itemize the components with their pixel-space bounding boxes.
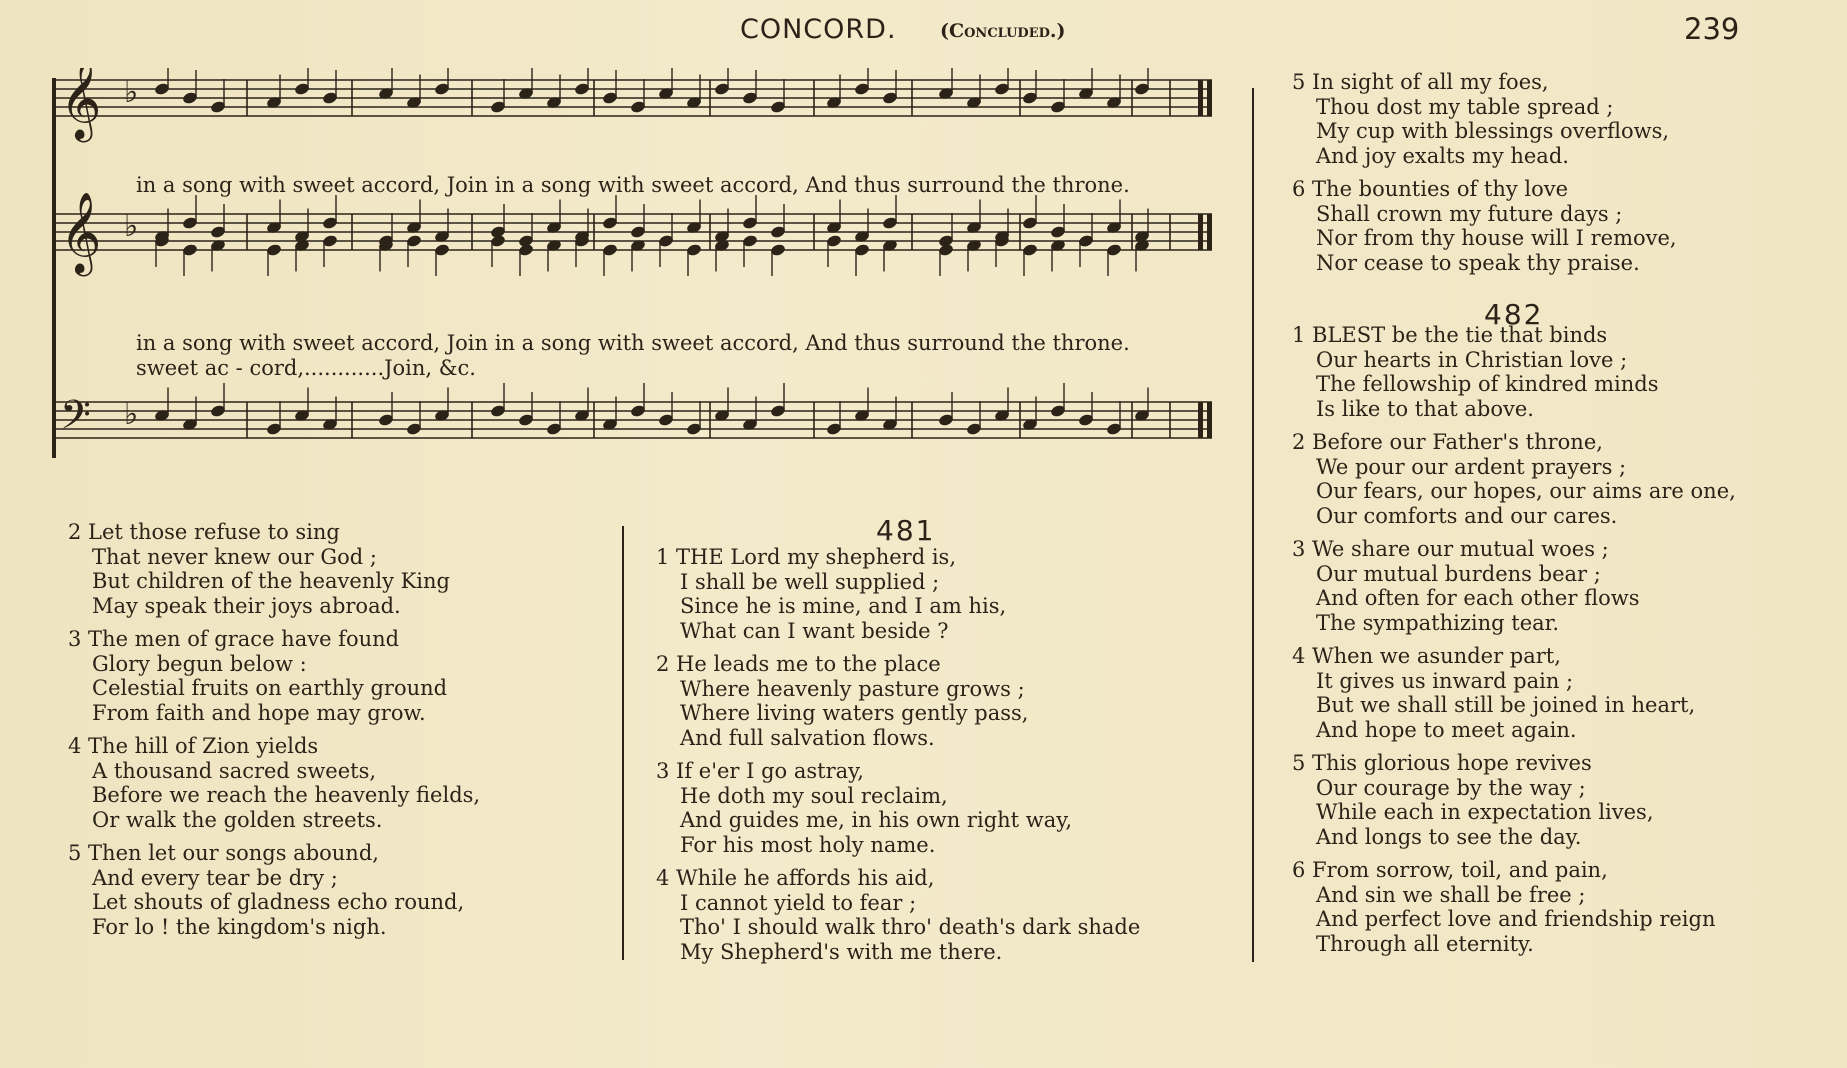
verse-line: 5 Then let our songs abound,	[68, 841, 379, 865]
verse-line: For his most holy name.	[680, 832, 936, 857]
verse-line: The sympathizing tear.	[1316, 610, 1560, 635]
stanza	[1292, 177, 1677, 275]
music-score	[52, 68, 1217, 488]
final-barline	[1207, 214, 1212, 250]
verse-line: 5 In sight of all my foes,	[1292, 70, 1549, 94]
verse-line: 5 This glorious hope revives	[1292, 751, 1592, 775]
verse-line: The fellowship of kindred minds	[1316, 372, 1659, 396]
verse-line: Shall crown my future days ;	[1316, 201, 1623, 226]
left-verses	[68, 520, 480, 948]
music-notation-graphic	[52, 68, 1217, 488]
page-subtitle: (Concluded.)	[940, 20, 1066, 42]
verse-line: A thousand sacred sweets,	[92, 758, 377, 783]
verse-line: And longs to see the day.	[1316, 824, 1582, 849]
verse-line: 2 Before our Father's throne,	[1292, 430, 1603, 454]
verse-line: 3 We share our mutual woes ;	[1292, 537, 1609, 561]
verse-line: It gives us inward pain ;	[1316, 668, 1574, 693]
final-barline	[1207, 80, 1212, 116]
verse-line: Our mutual burdens bear ;	[1316, 561, 1601, 586]
verse-line: And perfect love and friendship reign	[1316, 907, 1716, 931]
verse-line: I shall be well supplied ;	[680, 569, 940, 594]
verse-line: My cup with blessings overflows,	[1316, 119, 1670, 143]
final-barline	[1198, 402, 1203, 438]
hymn-number-481: 481	[876, 514, 936, 547]
verse-line: Celestial fruits on earthly ground	[92, 676, 448, 700]
verse-line: Is like to that above.	[1316, 396, 1534, 421]
stanza	[68, 734, 480, 832]
verse-line: May speak their joys abroad.	[92, 593, 401, 618]
verse-line: 4 While he affords his aid,	[656, 866, 935, 890]
stanza	[68, 520, 480, 618]
verse-line: Where heavenly pasture grows ;	[680, 676, 1025, 701]
stanza	[656, 652, 1140, 750]
verse-line: My Shepherd's with me there.	[680, 939, 1003, 964]
verse-line: While each in expectation lives,	[1316, 800, 1654, 824]
verse-line: And guides me, in his own right way,	[680, 808, 1073, 832]
staff-lyric-1: in a song with sweet accord, Join in a song with sweet accord, And thus surround the throne.	[136, 173, 1130, 197]
verse-line: And hope to meet again.	[1316, 717, 1577, 742]
final-barline	[1207, 402, 1212, 438]
treble-clef-icon: 𝄞	[60, 68, 102, 139]
verse-line: 4 When we asunder part,	[1292, 644, 1561, 668]
middle-verses	[656, 545, 1140, 973]
verse-line: 6 The bounties of thy love	[1292, 177, 1569, 201]
verse-line: What can I want beside ?	[680, 618, 949, 643]
verse-line: 3 The men of grace have found	[68, 627, 400, 651]
verse-line: Glory begun below :	[92, 651, 307, 676]
stanza	[1292, 537, 1736, 635]
flat-sign-icon: ♭	[124, 209, 139, 244]
column-divider-right	[1252, 88, 1254, 962]
flat-sign-icon: ♭	[124, 75, 139, 110]
flat-sign-icon: ♭	[124, 397, 139, 432]
verse-line: Nor cease to speak thy praise.	[1316, 250, 1640, 275]
final-barline	[1198, 214, 1203, 250]
verse-line: And every tear be dry ;	[92, 865, 338, 890]
verse-line: We pour our ardent prayers ;	[1316, 454, 1627, 479]
stanza	[68, 627, 480, 725]
staff-lyric-2: in a song with sweet accord, Join in a song with sweet accord, And thus surround the throne.	[136, 331, 1130, 355]
verse-line: For lo ! the kingdom's nigh.	[92, 914, 387, 939]
verse-line: He doth my soul reclaim,	[680, 783, 948, 808]
hymn-number-482: 482	[1484, 298, 1544, 331]
verse-line: And often for each other flows	[1316, 586, 1640, 610]
verse-line: Our comforts and our cares.	[1316, 503, 1618, 528]
stanza	[1292, 430, 1736, 528]
verse-line: Our fears, our hopes, our aims are one,	[1316, 479, 1736, 503]
verse-line: Where living waters gently pass,	[680, 701, 1029, 725]
verse-line: Let shouts of gladness echo round,	[92, 890, 465, 914]
verse-line: From faith and hope may grow.	[92, 700, 426, 725]
stanza	[1292, 323, 1736, 421]
stanza	[1292, 858, 1736, 956]
verse-line: 2 He leads me to the place	[656, 652, 941, 676]
right-verses-482	[1292, 323, 1736, 965]
verse-line: And sin we shall be free ;	[1316, 882, 1586, 907]
right-verses-481	[1292, 70, 1677, 284]
verse-line: 1 THE Lord my shepherd is,	[656, 545, 957, 569]
final-barline	[1198, 80, 1203, 116]
bass-clef-icon: 𝄢	[60, 392, 91, 448]
verse-line: Since he is mine, and I am his,	[680, 594, 1007, 618]
page-title: CONCORD.	[740, 14, 897, 45]
stanza	[1292, 70, 1677, 168]
verse-line: Before we reach the heavenly fields,	[92, 783, 481, 807]
verse-line: 6 From sorrow, toil, and pain,	[1292, 858, 1608, 882]
verse-line: Through all eternity.	[1316, 931, 1534, 956]
verse-line: 3 If e'er I go astray,	[656, 759, 864, 783]
stanza	[68, 841, 480, 939]
verse-line: Or walk the golden streets.	[92, 807, 383, 832]
system-bracket	[52, 78, 56, 458]
verse-line: And joy exalts my head.	[1316, 143, 1569, 168]
verse-line: 1 BLEST be the tie that binds	[1292, 323, 1608, 347]
verse-line: 4 The hill of Zion yields	[68, 734, 319, 758]
page-number: 239	[1684, 12, 1740, 46]
verse-line: Our hearts in Christian love ;	[1316, 347, 1628, 372]
verse-line: And full salvation flows.	[680, 725, 935, 750]
stanza	[1292, 644, 1736, 742]
stanza	[1292, 751, 1736, 849]
verse-line: Our courage by the way ;	[1316, 775, 1586, 800]
stanza	[656, 545, 1140, 643]
staff-lyric-3: sweet ac - cord,............Join, &c.	[136, 356, 476, 380]
stanza	[656, 866, 1140, 964]
verse-line: Thou dost my table spread ;	[1316, 94, 1614, 119]
verse-line: That never knew our God ;	[92, 544, 377, 569]
verse-line: 2 Let those refuse to sing	[68, 520, 340, 544]
verse-line: But we shall still be joined in heart,	[1316, 693, 1696, 717]
verse-line: Tho' I should walk thro' death's dark shade	[680, 915, 1141, 939]
verse-line: Nor from thy house will I remove,	[1316, 226, 1677, 250]
column-divider-left	[622, 526, 624, 960]
verse-line: I cannot yield to fear ;	[680, 890, 917, 915]
treble-clef-icon: 𝄞	[60, 191, 102, 273]
stanza	[656, 759, 1140, 857]
verse-line: But children of the heavenly King	[92, 569, 450, 593]
